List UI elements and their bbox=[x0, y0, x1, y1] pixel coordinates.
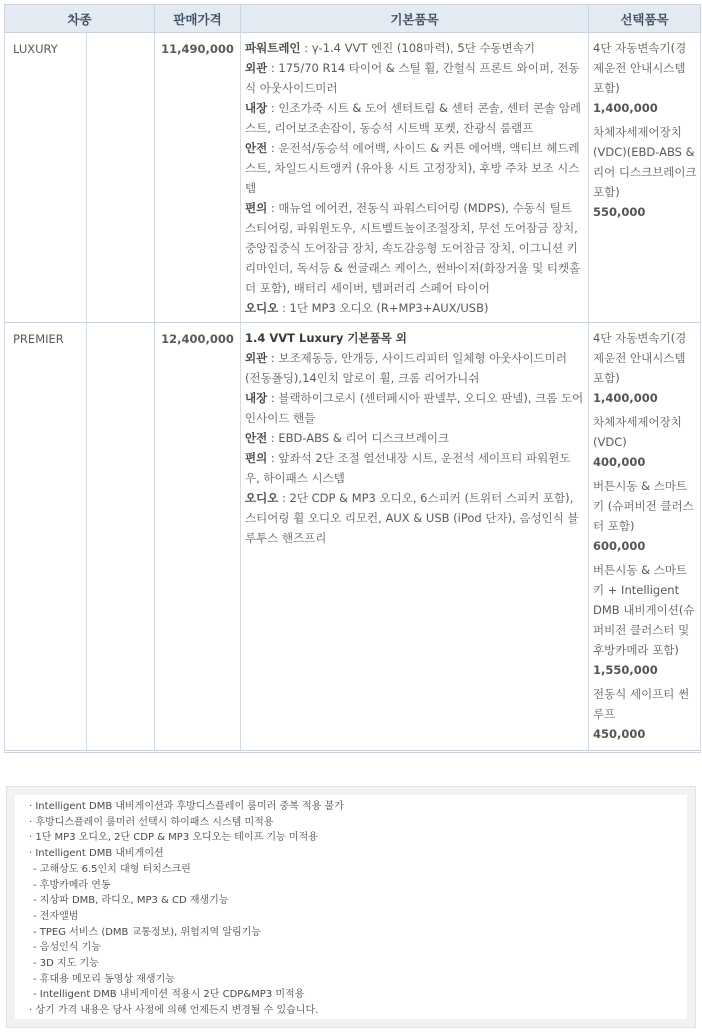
option-price: 550,000 bbox=[593, 205, 646, 219]
note-line: · Intelligent DMB 내비게이션 bbox=[29, 848, 164, 860]
basic-item-key: 외관 bbox=[245, 351, 268, 365]
basic-item-key: 내장 bbox=[245, 101, 268, 115]
basic-item bbox=[245, 138, 584, 198]
basic-item bbox=[245, 488, 584, 548]
basic-item-text: : 운전석/동승석 에어백, 사이드 & 커튼 에어백, 액티브 헤드레스트, 차일드시트앵커 (유아용 시트 고정장치), 후방 주차 보조 시스템 bbox=[245, 141, 580, 195]
basic-item bbox=[245, 348, 584, 388]
basic-item-text: : 앞좌석 2단 조절 열선내장 시트, 운전석 세이프티 파워윈도우, 하이패스 시스템 bbox=[245, 451, 571, 485]
option-name: 버튼시동 & 스마트키 (슈퍼비전 클러스터 포함) bbox=[593, 479, 694, 533]
basic-item-key: 파워트레인 bbox=[245, 41, 301, 55]
option-price: 600,000 bbox=[593, 539, 646, 553]
model-blank-cell bbox=[87, 33, 155, 323]
basic-item-text: : 인조가죽 시트 & 도어 센터트림 & 센터 콘솔, 센터 콘솔 암레스트, 리어보조손잡이, 동승석 시트백 포켓, 잔광식 룸램프 bbox=[245, 101, 581, 135]
basic-item bbox=[245, 58, 584, 98]
model-name: PREMIER bbox=[5, 323, 87, 752]
basic-item-text: : EBD-ABS & 리어 디스크브레이크 bbox=[267, 431, 450, 445]
option-name: 4단 자동변속기(경제운전 안내시스템 포함) bbox=[593, 41, 687, 95]
basic-items-cell bbox=[241, 33, 589, 323]
basic-item bbox=[245, 298, 584, 318]
option-price: 1,400,000 bbox=[593, 101, 658, 115]
basic-item-key: 안전 bbox=[245, 141, 268, 155]
basic-item-key: 오디오 bbox=[245, 491, 279, 505]
option-name: 차체자세제어장치(VDC)(EBD-ABS & 리어 디스크브레이크 포함) bbox=[593, 125, 697, 199]
note-subline: - 음성인식 기능 bbox=[33, 942, 101, 954]
header-basic-items: 기본품목 bbox=[241, 5, 589, 33]
note-line: · 1단 MP3 오디오, 2단 CDP & MP3 오디오는 테이프 기능 미적용 bbox=[29, 832, 318, 844]
basic-item-key: 내장 bbox=[245, 391, 268, 405]
note-subline: - 전자앨범 bbox=[33, 910, 79, 922]
table-row-premier bbox=[5, 323, 701, 752]
basic-item-key: 안전 bbox=[245, 431, 268, 445]
basic-item bbox=[245, 388, 584, 428]
option-item bbox=[593, 38, 697, 118]
basic-item-key: 오디오 bbox=[245, 301, 279, 315]
basic-item-key: 외관 bbox=[245, 61, 268, 75]
model-name: LUXURY bbox=[5, 33, 87, 323]
option-name: 4단 자동변속기(경제운전 안내시스템 포함) bbox=[593, 331, 687, 385]
basic-item bbox=[245, 98, 584, 138]
header-model: 차종 bbox=[5, 5, 155, 33]
basic-item bbox=[245, 428, 584, 448]
option-item bbox=[593, 476, 697, 556]
option-item bbox=[593, 684, 697, 744]
note-subline: - 3D 지도 기능 bbox=[33, 958, 99, 970]
basic-items-heading: 1.4 VVT Luxury 기본품목 외 bbox=[245, 331, 407, 345]
option-item bbox=[593, 412, 697, 472]
basic-item-text: : γ-1.4 VVT 엔진 (108마력), 5단 수동변속기 bbox=[300, 41, 535, 55]
option-item bbox=[593, 122, 697, 222]
sale-price: 12,400,000 bbox=[155, 323, 241, 752]
basic-item-text: : 매뉴얼 에어컨, 전동식 파워스티어링 (MDPS), 수동식 틸트 스티어링, 파워윈도우, 시트벨트높이조절장치, 무선 도어잠금 장치, 중앙집중식 도어잠금 장치, 속도감응형 도어잠금 장치, 이그니션 키 리마인더, 독서등 & 썬글래스 케이스, 썬바이저(화장거울 및 티켓홀더 포함), 배터리 세이버, 템퍼러리 스페어 타이어 bbox=[245, 201, 581, 295]
option-items-cell bbox=[589, 323, 701, 752]
basic-item-text: : 블랙하이그로시 (센터페시아 판넬부, 오디오 판넬), 크롬 도어인사이드 핸들 bbox=[245, 391, 584, 425]
note-subline: - Intelligent DMB 내비게이션 적용시 2단 CDP&MP3 미적용 bbox=[33, 989, 305, 1001]
table-header-row bbox=[5, 5, 701, 33]
option-item bbox=[593, 328, 697, 408]
basic-item-text: : 2단 CDP & MP3 오디오, 6스피커 (트위터 스피커 포함), 스티어링 휠 오디오 리모컨, AUX & USB (iPod 단자), 음성인식 블루투스 핸즈프리 bbox=[245, 491, 579, 545]
basic-item bbox=[245, 448, 584, 488]
option-name: 전동식 세이프티 썬루프 bbox=[593, 687, 690, 721]
note-line: · Intelligent DMB 내비게이션과 후방디스플레이 룸미러 중복 적용 불가 bbox=[29, 801, 344, 812]
model-blank-cell bbox=[87, 323, 155, 752]
option-price: 450,000 bbox=[593, 727, 646, 741]
option-price: 400,000 bbox=[593, 455, 646, 469]
basic-item-text: : 보조제동등, 안개등, 사이드리피터 일체형 아웃사이드미러 (전동폴딩),14인치 알로이 휠, 크롬 리어가니쉬 bbox=[245, 351, 567, 385]
note-line: · 상기 가격 내용은 당사 사정에 의해 언제든지 변경될 수 있습니다. bbox=[29, 1005, 319, 1017]
note-subline: - 후방카메라 연동 bbox=[33, 879, 111, 891]
basic-item bbox=[245, 198, 584, 298]
note-line: · 후방디스플레이 룸미러 선택시 하이패스 시스템 미적용 bbox=[29, 816, 274, 828]
basic-item-key: 편의 bbox=[245, 451, 268, 465]
option-name: 버튼시동 & 스마트키 + Intelligent DMB 내비게이션(슈퍼비전 클러스터 및 후방카메라 포함) bbox=[593, 563, 695, 657]
notes-box bbox=[6, 786, 696, 1028]
sale-price: 11,490,000 bbox=[155, 33, 241, 323]
option-items-cell bbox=[589, 33, 701, 323]
price-table bbox=[4, 4, 701, 753]
header-option-items: 선택품목 bbox=[589, 5, 701, 33]
table-row-luxury bbox=[5, 33, 701, 323]
basic-items-cell bbox=[241, 323, 589, 752]
header-price: 판매가격 bbox=[155, 5, 241, 33]
basic-item bbox=[245, 38, 584, 58]
option-item bbox=[593, 560, 697, 680]
option-name: 차체자세제어장치(VDC) bbox=[593, 415, 682, 449]
option-price: 1,550,000 bbox=[593, 663, 658, 677]
note-subline: - 지상파 DMB, 라디오, MP3 & CD 재생기능 bbox=[33, 895, 229, 907]
basic-item-text: : 1단 MP3 오디오 (R+MP3+AUX/USB) bbox=[278, 301, 489, 315]
basic-item-text: : 175/70 R14 타이어 & 스틸 휠, 간헐식 프론트 와이퍼, 전동식 아웃사이드미러 bbox=[245, 61, 580, 95]
notes-list bbox=[15, 795, 687, 1019]
note-subline: - TPEG 서비스 (DMB 교통정보), 위험지역 알림기능 bbox=[33, 926, 261, 938]
note-subline: - 고해상도 6.5인치 대형 터치스크린 bbox=[33, 863, 191, 875]
basic-item-key: 편의 bbox=[245, 201, 268, 215]
option-price: 1,400,000 bbox=[593, 391, 658, 405]
note-subline: - 휴대용 메모리 동영상 재생기능 bbox=[33, 973, 175, 985]
